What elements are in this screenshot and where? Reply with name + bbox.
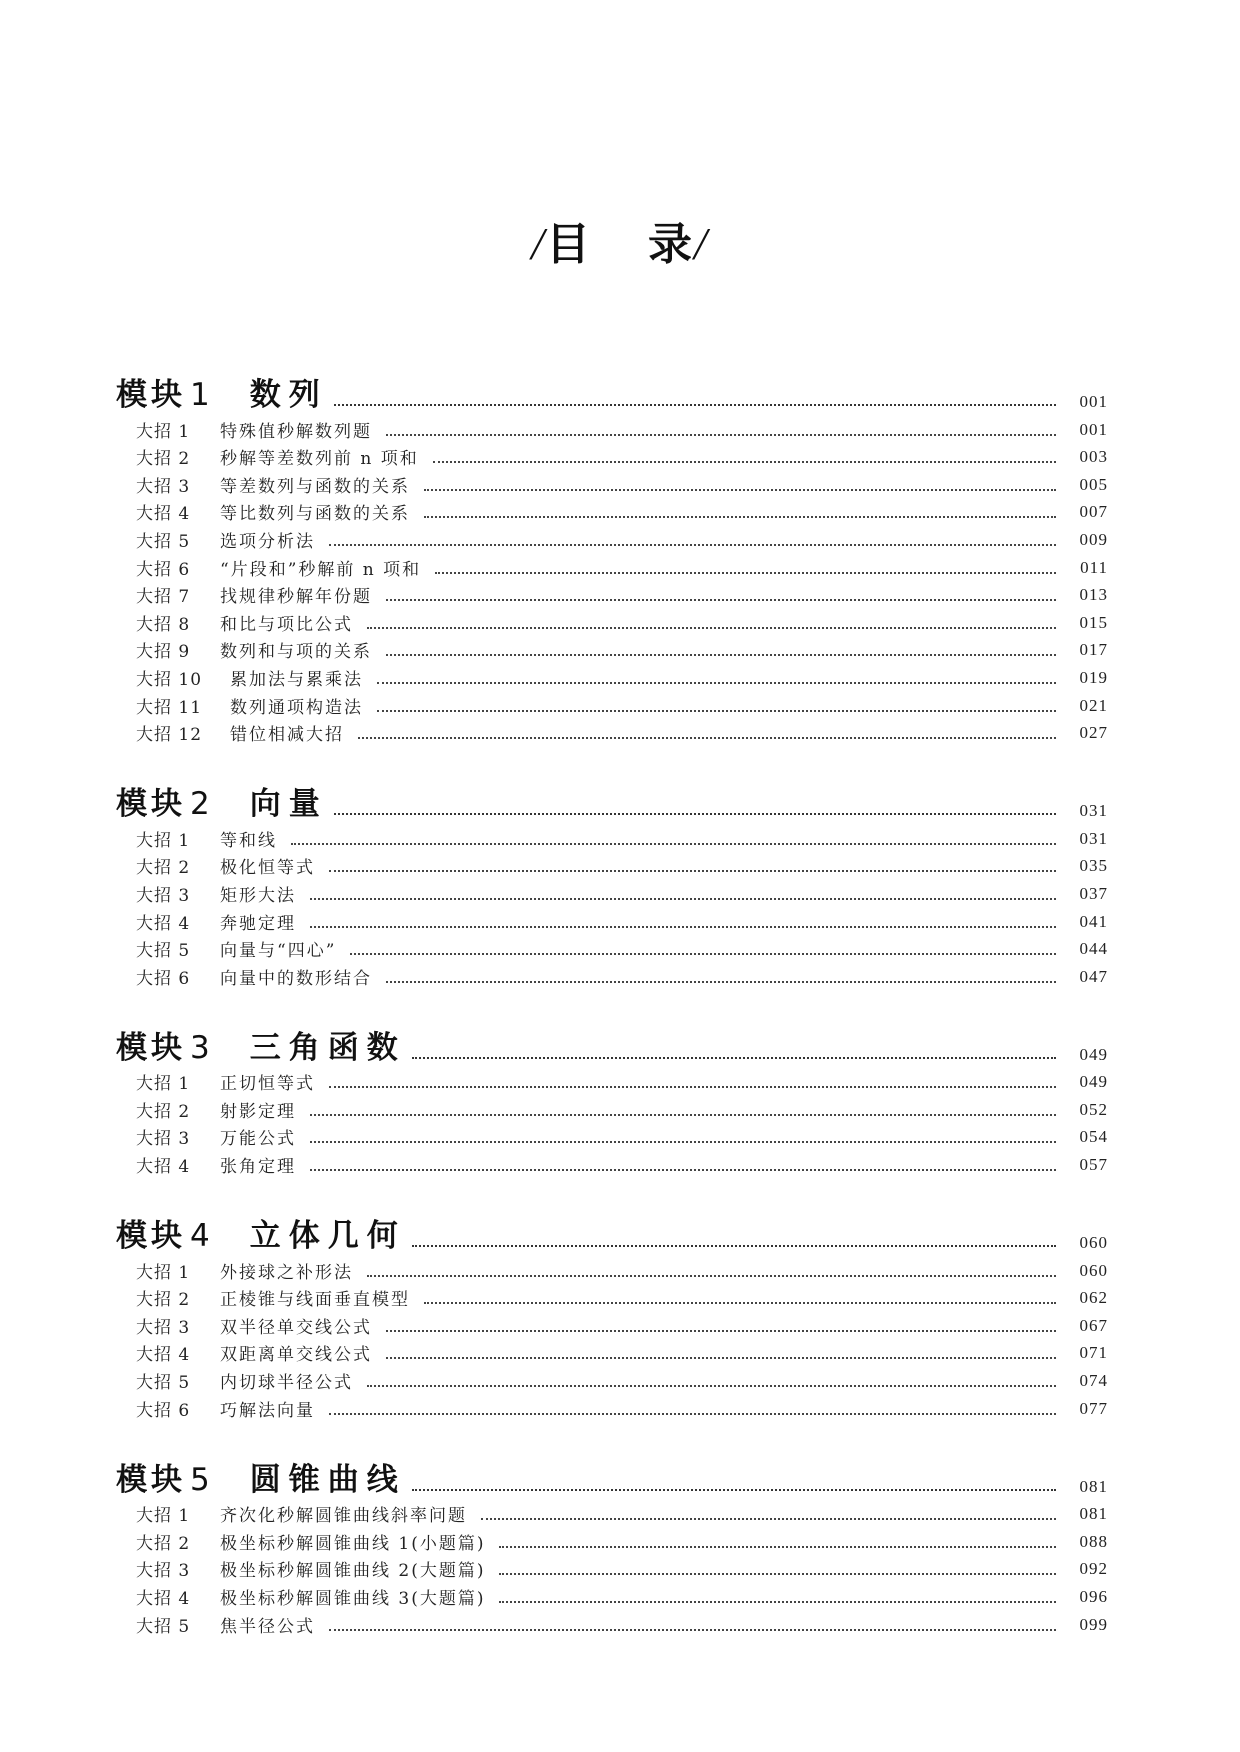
- dot-leader: [424, 1301, 1056, 1304]
- entry-label: 大招 5: [136, 1616, 191, 1637]
- entry-label: 大招 4: [136, 1157, 191, 1178]
- toc-entry[interactable]: [116, 1526, 1108, 1554]
- toc-entry[interactable]: [116, 662, 1108, 690]
- entry-title: 矩形大法: [220, 885, 296, 906]
- dot-leader: [310, 1168, 1056, 1171]
- toc-entry[interactable]: [116, 934, 1108, 962]
- module-page-number: 049: [1079, 1044, 1108, 1064]
- module-digit: 3: [190, 1029, 214, 1066]
- entry-label: 大招 4: [136, 1345, 191, 1366]
- entry-label: 大招 1: [136, 1262, 191, 1283]
- module-page-number: 031: [1079, 801, 1108, 821]
- module-title: 三角函数: [249, 1029, 406, 1066]
- module-number: [116, 1210, 214, 1255]
- module-page-number: 081: [1079, 1476, 1108, 1496]
- dot-leader: [329, 869, 1056, 872]
- toc-entry[interactable]: [116, 878, 1108, 906]
- entry-title: 等差数列与函数的关系: [220, 476, 410, 497]
- module-digit: 2: [190, 786, 214, 823]
- module-title: 立体几何: [249, 1218, 406, 1255]
- dot-leader: [334, 812, 1056, 815]
- entry-page-number: 019: [1079, 667, 1108, 687]
- entry-label: 大招 3: [136, 1129, 191, 1150]
- entry-label: 大招 1: [136, 830, 191, 851]
- entry-page-number: 007: [1079, 502, 1108, 522]
- entry-title: 找规律秒解年份题: [220, 587, 372, 608]
- module-heading[interactable]: [116, 1455, 1108, 1499]
- entry-page-number: 099: [1079, 1614, 1108, 1634]
- entry-title: “片段和”秒解前 n 项和: [220, 559, 422, 580]
- entry-title: 射影定理: [220, 1101, 296, 1122]
- entry-title: 等比数列与函数的关系: [220, 504, 410, 525]
- entry-title: 向量与“四心”: [220, 941, 337, 962]
- module-number: [116, 369, 214, 414]
- dot-leader: [329, 1412, 1056, 1415]
- dot-leader: [424, 515, 1056, 518]
- dot-leader: [481, 1517, 1056, 1520]
- dot-leader: [377, 681, 1056, 684]
- toc-entry[interactable]: [116, 1609, 1108, 1637]
- entry-label: 大招 2: [136, 1533, 191, 1554]
- title-char-mu: 目: [546, 219, 592, 270]
- module-heading[interactable]: [116, 370, 1108, 414]
- toc-entry[interactable]: [116, 552, 1108, 580]
- entry-title: 选项分析法: [220, 531, 315, 552]
- entry-page-number: 074: [1079, 1371, 1108, 1391]
- module-digit: 1: [190, 377, 214, 413]
- entry-title: 数列通项构造法: [230, 697, 363, 718]
- module-title: 向量: [249, 786, 328, 823]
- entry-page-number: 001: [1079, 419, 1108, 439]
- dot-leader: [386, 598, 1056, 601]
- toc-entry[interactable]: [116, 823, 1108, 851]
- entry-label: 大招 6: [136, 1400, 191, 1421]
- module-heading[interactable]: [116, 1211, 1108, 1255]
- entry-title: 极坐标秒解圆锥曲线 2(大题篇): [220, 1561, 486, 1582]
- toc-entry[interactable]: [116, 718, 1108, 746]
- entry-page-number: 088: [1079, 1531, 1108, 1551]
- toc-entry[interactable]: [116, 1393, 1108, 1421]
- dot-leader: [329, 543, 1056, 546]
- entry-label: 大招 2: [136, 449, 191, 470]
- entry-title: 奔驰定理: [220, 913, 296, 934]
- toc-entry[interactable]: [116, 690, 1108, 718]
- entry-label: 大招 11: [136, 697, 203, 718]
- entry-label: 大招 5: [136, 941, 191, 962]
- entry-title: 等和线: [220, 830, 277, 851]
- toc-entry[interactable]: [116, 1283, 1108, 1311]
- entry-page-number: 081: [1079, 1504, 1108, 1524]
- dot-leader: [350, 952, 1056, 955]
- entry-label: 大招 2: [136, 1290, 191, 1311]
- entry-title: 极化恒等式: [220, 858, 315, 879]
- toc-entry[interactable]: [116, 580, 1108, 608]
- dot-leader: [291, 842, 1056, 845]
- dot-leader: [412, 1244, 1056, 1247]
- toc-entry[interactable]: [116, 524, 1108, 552]
- module-heading[interactable]: [116, 779, 1108, 823]
- module-heading[interactable]: [116, 1023, 1108, 1067]
- toc-entry[interactable]: [116, 851, 1108, 879]
- entry-label: 大招 4: [136, 1589, 191, 1609]
- module-prefix: 模块: [116, 377, 186, 413]
- entry-page-number: 047: [1079, 966, 1108, 986]
- dot-leader: [367, 626, 1056, 629]
- entry-title: 数列和与项的关系: [220, 642, 372, 663]
- entry-title: 焦半径公式: [220, 1616, 315, 1637]
- entry-page-number: 011: [1080, 557, 1108, 577]
- module-prefix: 模块: [116, 1029, 186, 1066]
- entry-title: 累加法与累乘法: [230, 669, 363, 690]
- toc-entry[interactable]: [116, 1255, 1108, 1283]
- entry-page-number: 077: [1079, 1398, 1108, 1418]
- entry-page-number: 067: [1079, 1315, 1108, 1335]
- entry-label: 大招 3: [136, 476, 191, 497]
- entry-title: 正切恒等式: [220, 1074, 315, 1095]
- entry-title: 双距离单交线公式: [220, 1345, 372, 1366]
- toc-entry[interactable]: [116, 607, 1108, 635]
- toc-entry[interactable]: [116, 1499, 1108, 1527]
- toc-entry[interactable]: [116, 1554, 1108, 1582]
- entry-page-number: 041: [1079, 911, 1108, 931]
- entry-page-number: 044: [1079, 939, 1108, 959]
- entry-title: 万能公式: [220, 1129, 296, 1150]
- dot-leader: [499, 1572, 1056, 1575]
- module-digit: 5: [190, 1461, 214, 1498]
- toc-entry[interactable]: [116, 469, 1108, 497]
- entry-page-number: 057: [1079, 1155, 1108, 1175]
- toc-entry[interactable]: [116, 1067, 1108, 1095]
- dot-leader: [435, 571, 1056, 574]
- entry-label: 大招 2: [136, 1101, 191, 1122]
- entry-page-number: 027: [1079, 723, 1108, 743]
- entry-page-number: 005: [1079, 474, 1108, 494]
- entry-title: 极坐标秒解圆锥曲线 1(小题篇): [220, 1533, 486, 1554]
- dot-leader: [499, 1600, 1056, 1603]
- dot-leader: [358, 736, 1056, 739]
- entry-label: 大招 5: [136, 1373, 191, 1394]
- entry-title: 错位相减大招: [230, 725, 344, 746]
- dot-leader: [377, 709, 1056, 712]
- dot-leader: [310, 897, 1056, 900]
- table-of-contents: [116, 370, 1108, 1671]
- dot-leader: [310, 1113, 1056, 1116]
- title-slash-left: /: [531, 218, 546, 269]
- entry-title: 巧解法向量: [220, 1400, 315, 1421]
- dot-leader: [386, 980, 1056, 983]
- module-digit: 4: [190, 1218, 214, 1255]
- module-title: 数列: [249, 377, 328, 413]
- entry-label: 大招 12: [136, 725, 203, 746]
- entry-title: 极坐标秒解圆锥曲线 3(大题篇): [220, 1589, 486, 1609]
- entry-title: 张角定理: [220, 1157, 296, 1178]
- title-slash-right: /: [694, 218, 709, 269]
- module-section: [116, 370, 1108, 745]
- toc-entry[interactable]: [116, 1149, 1108, 1177]
- entry-label: 大招 1: [136, 1074, 191, 1095]
- entry-page-number: 054: [1079, 1127, 1108, 1147]
- entry-label: 大招 9: [136, 642, 191, 663]
- entry-page-number: 037: [1079, 883, 1108, 903]
- module-prefix: 模块: [116, 786, 186, 823]
- module-section: [116, 779, 1108, 989]
- entry-label: 大招 3: [136, 1317, 191, 1338]
- entry-title: 向量中的数形结合: [220, 968, 372, 989]
- dot-leader: [367, 1274, 1056, 1277]
- entry-page-number: 015: [1079, 612, 1108, 632]
- entry-label: 大招 2: [136, 858, 191, 879]
- dot-leader: [310, 925, 1056, 928]
- entry-title: 内切球半径公式: [220, 1373, 353, 1394]
- entry-label: 大招 10: [136, 669, 203, 690]
- module-prefix: 模块: [116, 1218, 186, 1255]
- module-section: [116, 1211, 1108, 1421]
- entry-title: 特殊值秒解数列题: [220, 421, 372, 442]
- title-char-lu: 录: [648, 219, 694, 270]
- entry-page-number: 096: [1079, 1587, 1108, 1606]
- module-section: [116, 1455, 1108, 1637]
- entry-label: 大招 7: [136, 587, 191, 608]
- dot-leader: [412, 1056, 1056, 1059]
- entry-label: 大招 5: [136, 531, 191, 552]
- entry-page-number: 031: [1079, 828, 1108, 848]
- entry-page-number: 052: [1079, 1099, 1108, 1119]
- module-section: [116, 1023, 1108, 1177]
- dot-leader: [386, 433, 1056, 436]
- entry-page-number: 071: [1079, 1343, 1108, 1363]
- toc-entry[interactable]: [116, 497, 1108, 525]
- entry-title: 齐次化秒解圆锥曲线斜率问题: [220, 1506, 467, 1527]
- entry-title: 正棱锥与线面垂直模型: [220, 1290, 410, 1311]
- module-page-number: 001: [1079, 392, 1108, 411]
- dot-leader: [329, 1628, 1056, 1631]
- toc-entry[interactable]: [116, 906, 1108, 934]
- module-number: [116, 778, 214, 823]
- entry-title: 外接球之补形法: [220, 1262, 353, 1283]
- module-prefix: 模块: [116, 1461, 186, 1498]
- module-title: 圆锥曲线: [249, 1461, 406, 1498]
- entry-page-number: 009: [1079, 529, 1108, 549]
- toc-entry[interactable]: [116, 1122, 1108, 1150]
- toc-entry[interactable]: [116, 1365, 1108, 1393]
- module-number: [116, 1454, 214, 1499]
- toc-entry[interactable]: [116, 1581, 1108, 1609]
- dot-leader: [367, 1384, 1056, 1387]
- entry-label: 大招 4: [136, 504, 191, 525]
- entry-title: 秒解等差数列前 n 项和: [220, 449, 419, 470]
- module-page-number: 060: [1079, 1233, 1108, 1253]
- entry-label: 大招 6: [136, 968, 191, 989]
- module-number: [116, 1022, 214, 1067]
- entry-page-number: 017: [1079, 640, 1108, 660]
- entry-label: 大招 4: [136, 913, 191, 934]
- dot-leader: [386, 1356, 1056, 1359]
- dot-leader: [424, 488, 1056, 491]
- entry-page-number: 049: [1079, 1072, 1108, 1092]
- toc-entry[interactable]: [116, 442, 1108, 470]
- entry-label: 大招 8: [136, 614, 191, 635]
- entry-page-number: 013: [1079, 585, 1108, 605]
- entry-page-number: 035: [1079, 856, 1108, 876]
- entry-page-number: 003: [1079, 447, 1108, 467]
- entry-label: 大招 3: [136, 1561, 191, 1582]
- dot-leader: [386, 653, 1056, 656]
- entry-page-number: 062: [1079, 1288, 1108, 1308]
- dot-leader: [499, 1545, 1056, 1548]
- entry-page-number: 092: [1079, 1559, 1108, 1579]
- toc-entry[interactable]: [116, 414, 1108, 442]
- entry-page-number: 060: [1079, 1260, 1108, 1280]
- entry-label: 大招 1: [136, 421, 191, 442]
- dot-leader: [334, 403, 1056, 406]
- entry-label: 大招 3: [136, 885, 191, 906]
- entry-title: 双半径单交线公式: [220, 1317, 372, 1338]
- toc-entry[interactable]: [116, 1310, 1108, 1338]
- entry-label: 大招 1: [136, 1506, 191, 1527]
- toc-entry[interactable]: [116, 1094, 1108, 1122]
- toc-entry[interactable]: [116, 1338, 1108, 1366]
- dot-leader: [386, 1329, 1056, 1332]
- dot-leader: [412, 1488, 1056, 1491]
- page-title: [0, 208, 1240, 272]
- toc-entry[interactable]: [116, 635, 1108, 663]
- entry-page-number: 021: [1079, 695, 1108, 715]
- dot-leader: [310, 1140, 1056, 1143]
- toc-entry[interactable]: [116, 961, 1108, 989]
- entry-title: 和比与项比公式: [220, 614, 353, 635]
- dot-leader: [433, 460, 1056, 463]
- dot-leader: [329, 1085, 1056, 1088]
- entry-label: 大招 6: [136, 559, 191, 580]
